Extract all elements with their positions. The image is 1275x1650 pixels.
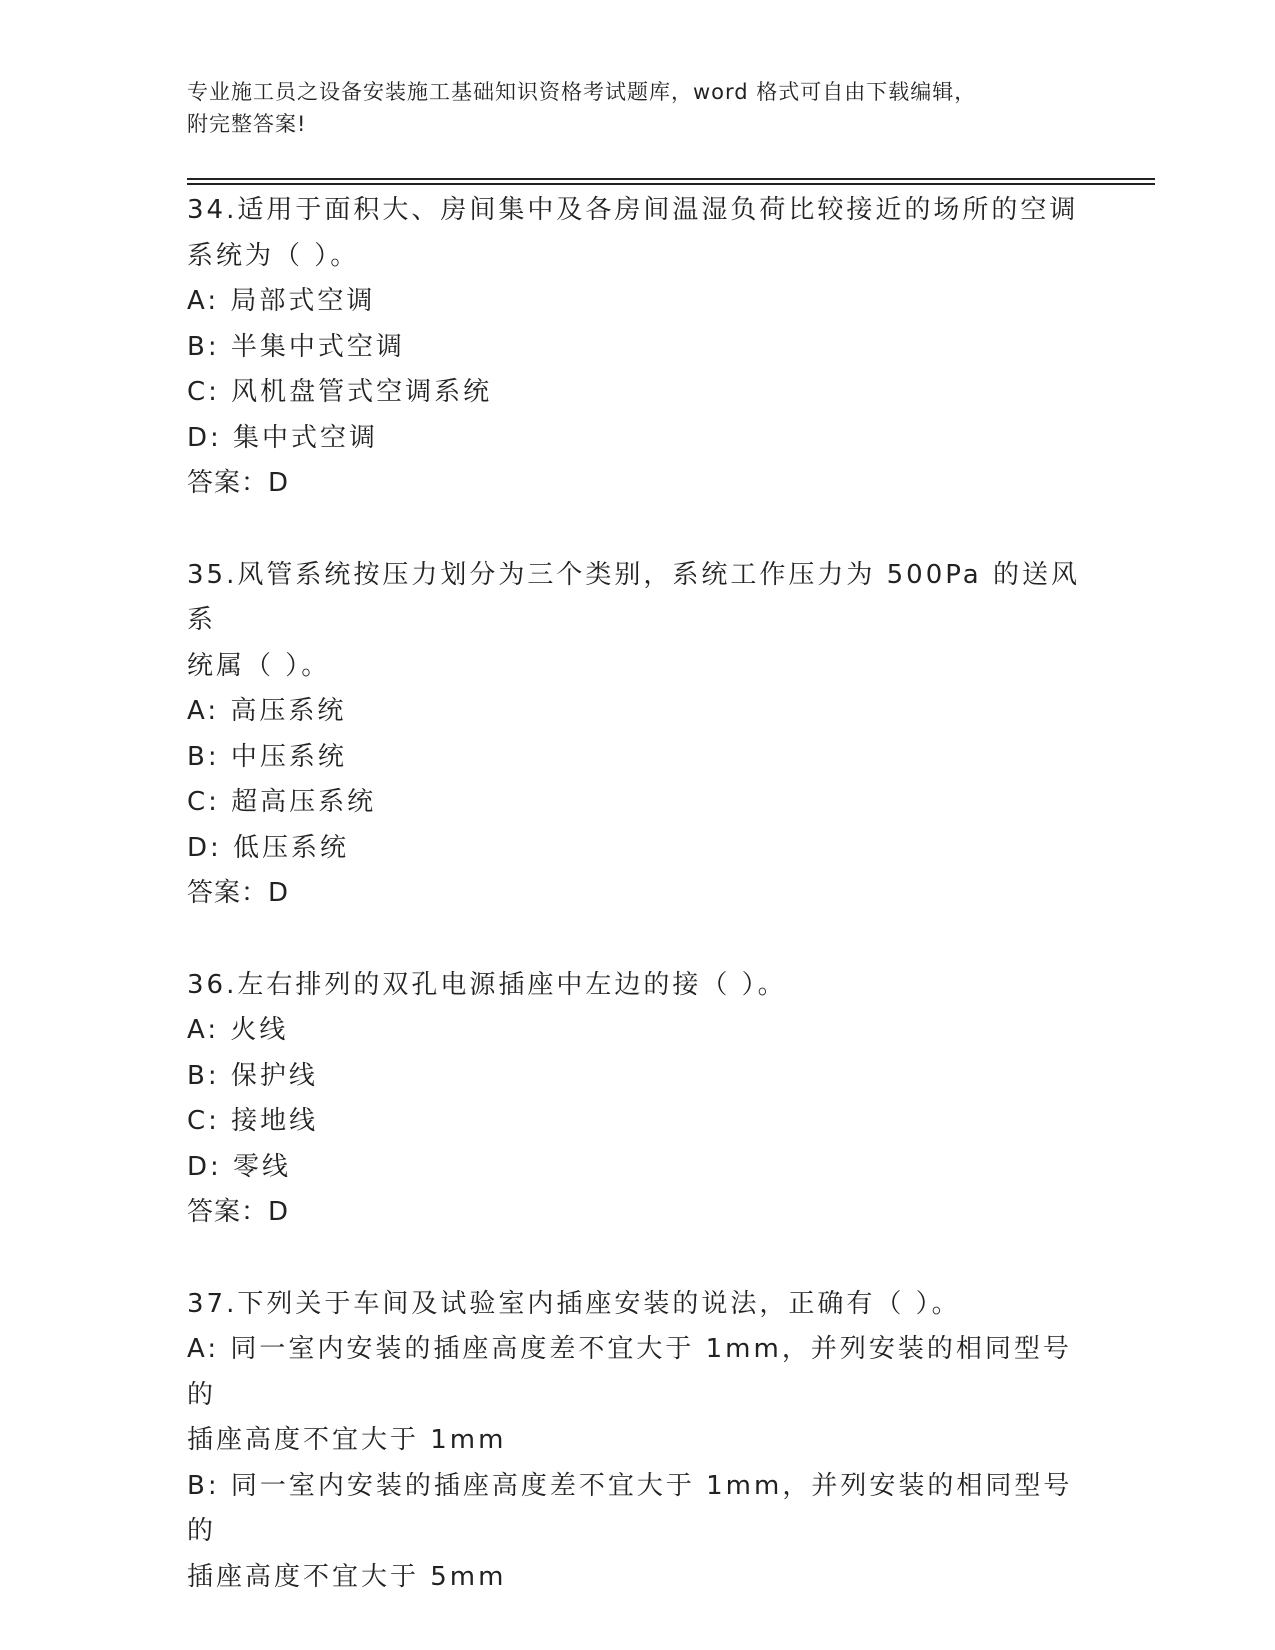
option-c: C: 风机盘管式空调系统: [187, 377, 493, 407]
question-37: [187, 1282, 1087, 1601]
header-line-2: 附完整答案!: [187, 112, 307, 136]
answer-label: 答案：: [187, 878, 269, 908]
option-a-continued: 插座高度不宜大于 1mm: [187, 1425, 507, 1455]
header-line-1: 专业施工员之设备安装施工基础知识资格考试题库，word 格式可自由下载编辑，: [187, 80, 977, 104]
question-stem-line: 统属（ ）。: [187, 650, 331, 681]
question-36: [187, 963, 1087, 1236]
option-d: D: 低压系统: [187, 832, 350, 863]
question-list: [187, 188, 1087, 1646]
question-stem-line: 35.风管系统按压力划分为三个类别，系统工作压力为 500Pa 的送风系: [187, 559, 1080, 635]
option-b: B: 中压系统: [187, 741, 347, 772]
answer-value: D: [268, 1197, 292, 1227]
option-a: A: 火线: [187, 1015, 289, 1045]
document-header: [187, 76, 1067, 140]
option-b: B: 同一室内安装的插座高度差不宜大于 1mm，并列安装的相同型号的: [187, 1470, 1073, 1546]
option-a: A: 局部式空调: [187, 286, 376, 316]
answer-label: 答案：: [187, 1197, 269, 1227]
answer-line: [187, 1190, 1087, 1236]
answer-line: [187, 871, 1087, 917]
option-c: C: 接地线: [187, 1106, 319, 1136]
header-divider-top: [187, 178, 1155, 180]
option-c: C: 超高压系统: [187, 787, 377, 817]
question-stem-line: 34.适用于面积大、房间集中及各房间温湿负荷比较接近的场所的空调: [187, 195, 1079, 225]
option-d: D: 集中式空调: [187, 422, 379, 453]
question-34: [187, 188, 1087, 507]
option-b: B: 半集中式空调: [187, 331, 405, 362]
option-a: A: 同一室内安装的插座高度差不宜大于 1mm，并列安装的相同型号的: [187, 1334, 1072, 1410]
option-b: B: 保护线: [187, 1060, 318, 1091]
answer-line: [187, 461, 1087, 507]
question-35: [187, 553, 1087, 917]
option-d: D: 零线: [187, 1151, 292, 1182]
answer-value: D: [268, 468, 292, 498]
answer-label: 答案：: [187, 468, 269, 498]
option-a: A: 高压系统: [187, 696, 347, 726]
question-stem-line: 37.下列关于车间及试验室内插座安装的说法，正确有（ ）。: [187, 1288, 961, 1319]
header-divider-bottom: [187, 183, 1155, 185]
question-stem-line: 系统为（ ）。: [187, 240, 360, 271]
option-b-continued: 插座高度不宜大于 5mm: [187, 1561, 507, 1592]
answer-value: D: [268, 878, 292, 908]
question-stem-line: 36.左右排列的双孔电源插座中左边的接（ ）。: [187, 969, 787, 1000]
